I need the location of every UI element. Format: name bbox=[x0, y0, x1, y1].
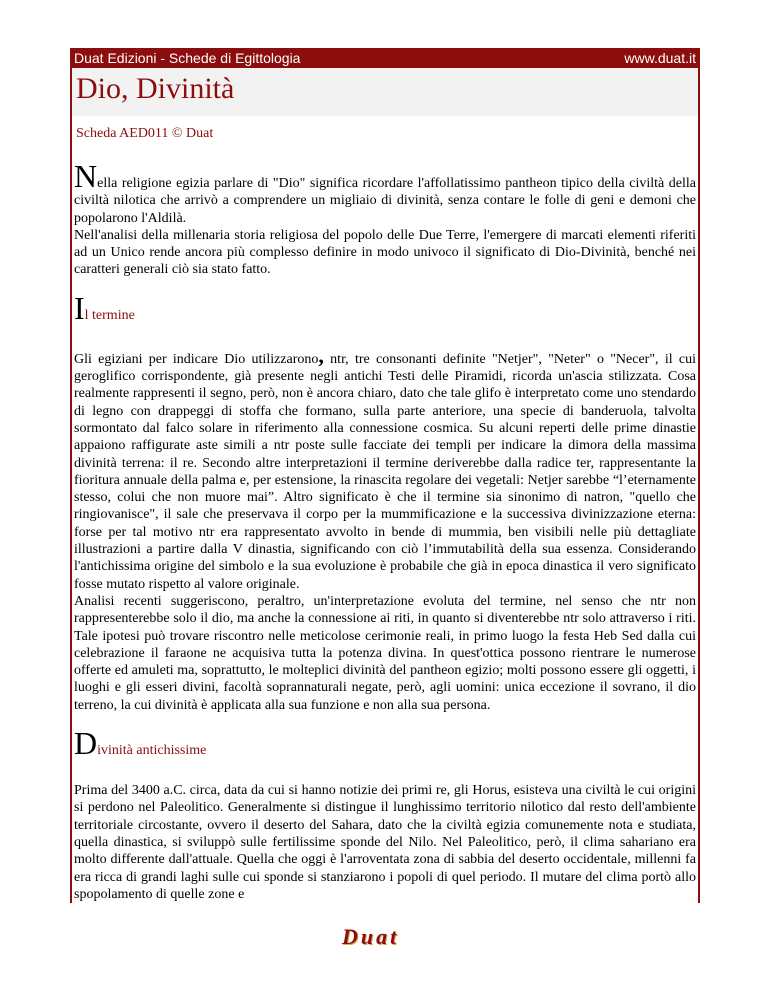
heading-text: ivinità antichissime bbox=[97, 743, 207, 759]
paragraph-start: Gli egiziani per indicare Dio utilizzarono bbox=[74, 351, 319, 367]
doc-subtitle: Scheda AED011 © Duat bbox=[70, 116, 700, 154]
intro-dropcap: N bbox=[74, 158, 98, 194]
intro-text: ella religione egizia parlare di "Dio" significa ricordare l'affollatissimo pantheon tipico della civiltà della civiltà nilotica che arrivò a comprendere un migliaio di divinità, senza contare le folle di geni e demoni che popolarono l'Aldilà. bbox=[74, 176, 696, 226]
section-divinita bbox=[74, 726, 696, 903]
header-publisher: Duat Edizioni - Schede di Egittologia bbox=[74, 50, 301, 66]
paragraph-rest: ntr, tre consonanti definite "Netjer", "Neter" o "Necer", il cui geroglifico corrispondente, già presente negli antichi Testi delle Piramidi, ricorda un'ascia stilizzata. Cosa realmente rappresenti il segno, però, non è ancora chiaro, dato che tale glifo è interpretato come uno stendardo di legno con drappeggi di stoffa che formano, sulla parte anteriore, una specie di banderuola, talvolta sormontato dal falco solare in riferimento alla connessione cosmica. Su alcuni reperti delle prime dinastie appaiono raffigurate aste simili a ntr poste sulle facciate dei templi per indicare la dimora della massima divinità terrena: il re. Secondo altre interpretazioni il termine deriverebbe dalla radice ter, rappresentante la fioritura annuale della palma e, per estensione, la rinascita regolare dei vegetali: Netjer sarebbe “l’eternamente stesso, colui che non muore mai”. Altro significato è che il termine sia sinonimo di natron, "quello che ringiovanisce", il sale che preservava il corpo per la mummificazione e la successiva divinizzazione eterna: forse per tal motivo ntr era rappresentato avvolto in bende di mummia, ben visibili nelle più dettagliate illustrazioni a partire dalla V dinastia, significando con ciò l’immutabilità della sua essenza. Considerando l'antichissima origine del simbolo e la sua evoluzione è probabile che già in epoca dinastica il vero significato fosse mutato rispetto al valore originale. bbox=[74, 351, 696, 592]
intro-paragraph bbox=[74, 158, 696, 227]
duat-logo: Duat bbox=[342, 924, 400, 949]
section-paragraph: Prima del 3400 a.C. circa, data da cui si hanno notizie dei primi re, gli Horus, esisteva una civiltà le cui origini si perdono nel Paleolitico. Generalmente si distingue il lunghissimo territorio nilotico dal resto dell'ambiente territoriale circostante, ovvero il deserto del Sahara, dato che la civiltà egizia comunemente nota e studiata, quella dinastica, si sviluppò sulle fertilissime sponde del Nilo. Nel Paleolitico, però, il clima sahariano era molto differente dall'attuale. Quella che oggi è l'arroventata zona di sabbia del deserto occidentale, millenni fa era ricca di grandi laghi sulle cui sponde si stanziarono i popoli di quel periodo. Il mutare del clima portò allo spopolamento di quelle zone e bbox=[74, 783, 696, 902]
heading-cap: I bbox=[74, 289, 85, 326]
heading-text: l termine bbox=[84, 307, 135, 323]
ntr-glyph-icon: , bbox=[318, 342, 324, 368]
header-website[interactable]: www.duat.it bbox=[624, 50, 696, 66]
document-page bbox=[70, 48, 700, 903]
content-body bbox=[70, 154, 700, 903]
page-title: Dio, Divinità bbox=[76, 72, 235, 105]
section-termine bbox=[74, 291, 696, 714]
title-box bbox=[70, 68, 700, 116]
section-heading bbox=[74, 726, 696, 768]
section-heading bbox=[74, 291, 696, 333]
intro-paragraph-2: Nell'analisi della millenaria storia religiosa del popolo delle Due Terre, l'emergere di marcati elementi riferiti ad un Unico rende ancora più complesso definire in modo univoco il significato di Dio-Divinità, benché nei caratteri generali ciò sia stato fatto. bbox=[74, 227, 696, 278]
heading-cap: D bbox=[74, 725, 98, 762]
section-paragraph-2: Analisi recenti suggeriscono, peraltro, un'interpretazione evoluta del termine, nel senso che ntr non rappresenterebbe solo il dio, ma anche la connessione ai riti, in quanto si diventerebbe ntr solo attraverso i riti. Tale ipotesi può trovare riscontro nelle meticolose cerimonie reali, in primo luogo la festa Heb Sed dalla cui celebrazione il faraone ne acquisiva tutta la potenza divina. In quest'ottica possono rientrare le numerose offerte ed amuleti ma, soprattutto, le molteplici divinità del pantheon egizio; molti possono essere gli oggetti, i luoghi e gli esseri divini, facoltà soprannaturali negate, però, agli uomini: unica eccezione il sovrano, il dio terreno, la cui divinità è applicata alla sua funzione e non alla sua persona. bbox=[74, 593, 696, 713]
header-bar bbox=[70, 48, 700, 68]
section-paragraph bbox=[74, 342, 696, 593]
